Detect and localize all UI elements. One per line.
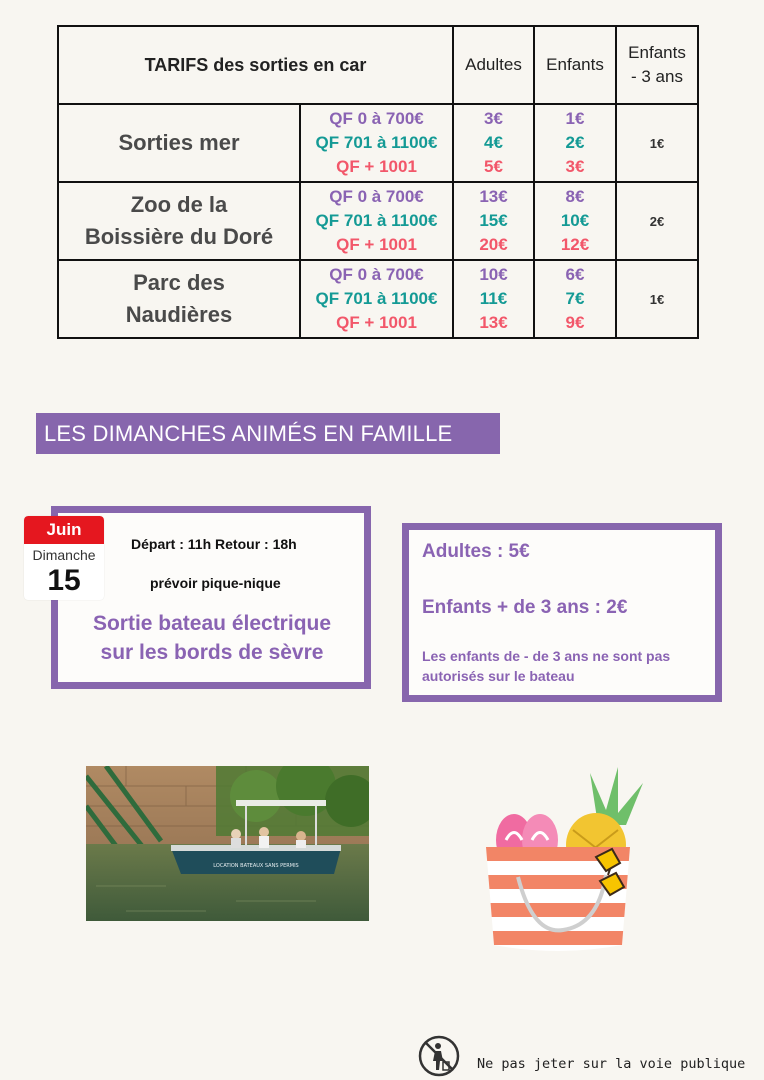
place-name-line2: Naudières [125,302,233,327]
adult-price-tier-1: 13€ [479,187,508,206]
table-title: TARIFS des sorties en car [58,26,453,104]
header-adults: Adultes [453,26,534,104]
table-row [58,182,698,260]
children-price-cell [534,182,616,260]
table-header-row [58,26,698,104]
header-under3 [616,26,698,104]
adults-price-cell [453,182,534,260]
place-cell [58,104,300,182]
child-price-tier-1: 1€ [565,109,585,128]
event-title-line2: sur les bords de sèvre [100,641,324,664]
qf-tier-1: QF 0 à 700€ [329,187,424,206]
date-day-number: 15 [47,564,81,597]
beach-bag-illustration [478,765,658,955]
event-times: Départ : 11h Retour : 18h [131,536,297,552]
under3-price: 1€ [616,260,698,338]
qf-tier-1: QF 0 à 700€ [329,265,424,284]
section-banner: LES DIMANCHES ANIMÉS EN FAMILLE [36,413,500,454]
adult-price-tier-2: 11€ [479,289,508,308]
adult-price: Adultes : 5€ [422,541,530,562]
children-price-cell [534,104,616,182]
qf-tier-3: QF + 1001 [336,235,417,254]
age-restriction-note: Les enfants de - de 3 ans ne sont pas autorisés sur le bateau [422,648,671,684]
child-price-tier-1: 6€ [565,265,585,284]
event-title-line1: Sortie bateau électrique [92,612,332,635]
place-name-line1: Sorties mer [118,130,240,155]
qf-tier-3: QF + 1001 [336,157,417,176]
place-cell [58,260,300,338]
boat-sign-text: LOCATION BATEAUX SANS PERMIS [213,863,299,869]
place-name-line2: Boissière du Doré [84,224,274,249]
adults-price-cell [453,104,534,182]
qf-tier-2: QF 701 à 1100€ [315,289,438,308]
qf-tier-2: QF 701 à 1100€ [315,211,438,230]
footer-text: Ne pas jeter sur la voie publique [477,1056,746,1072]
child-price-tier-2: 2€ [565,133,585,152]
qf-tier-3: QF + 1001 [336,313,417,332]
qf-cell [300,182,453,260]
adult-price-tier-1: 3€ [484,109,503,128]
event-title [62,609,362,667]
adult-price-tier-3: 5€ [484,157,503,176]
child-price-tier-3: 9€ [565,313,585,332]
bag-icon [478,847,658,951]
header-under3-line2: - 3 ans [631,67,683,86]
child-price-tier-3: 3€ [565,157,585,176]
child-price-tier-2: 7€ [565,289,585,308]
header-children: Enfants [534,26,616,104]
table-row [58,260,698,338]
adult-price-tier-1: 10€ [479,265,508,284]
no-littering-icon [417,1034,461,1078]
calendar-date-badge [24,516,104,600]
date-month: Juin [24,516,104,544]
header-under3-line1: Enfants [628,43,686,62]
adult-price-tier-3: 13€ [479,313,508,332]
adult-price-tier-2: 15€ [479,211,508,230]
table-row [58,104,698,182]
qf-tier-2: QF 701 à 1100€ [315,133,438,152]
child-price-tier-2: 10€ [560,211,590,230]
under3-price: 1€ [616,104,698,182]
adult-price-tier-3: 20€ [479,235,508,254]
adults-price-cell [453,260,534,338]
event-note: prévoir pique-nique [150,575,281,591]
children-price-cell [534,260,616,338]
date-weekday: Dimanche [32,547,96,563]
tariff-table [57,25,699,339]
qf-cell [300,260,453,338]
boat-photo [86,766,369,921]
children-price: Enfants + de 3 ans : 2€ [422,597,628,618]
place-name-line1: Parc des [133,270,225,295]
child-price-tier-3: 12€ [560,235,590,254]
adult-price-tier-2: 4€ [484,133,503,152]
under3-price: 2€ [616,182,698,260]
place-name-line1: Zoo de la [130,192,228,217]
qf-cell [300,104,453,182]
place-cell [58,182,300,260]
qf-tier-1: QF 0 à 700€ [329,109,424,128]
child-price-tier-1: 8€ [565,187,585,206]
